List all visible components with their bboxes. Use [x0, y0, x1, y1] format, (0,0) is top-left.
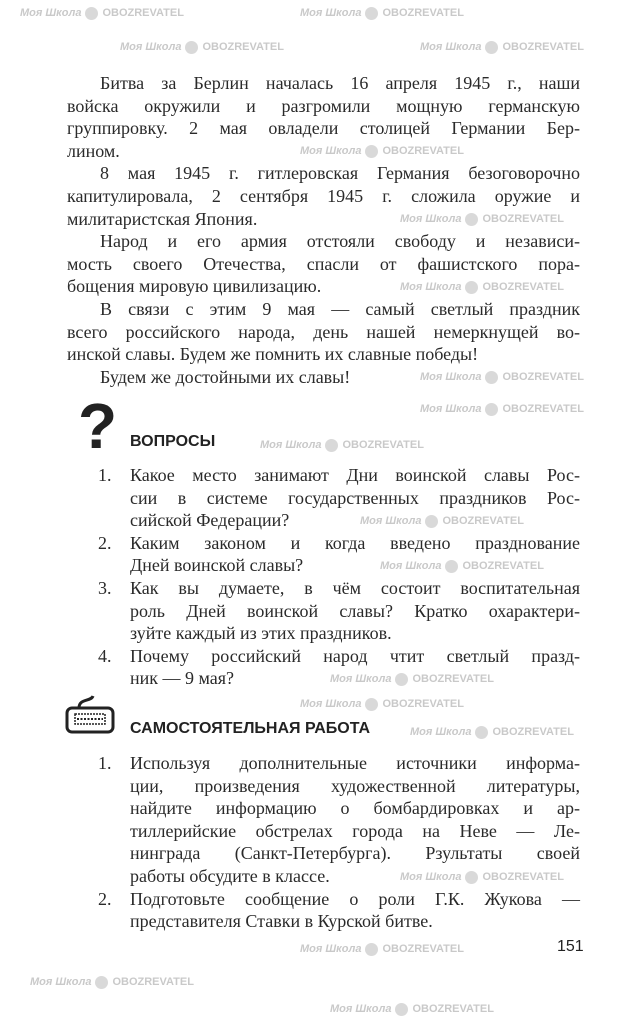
text-line: сии в системе государственных праздников Рос- [130, 487, 580, 508]
watermark [420, 40, 584, 54]
page-number: 151 [557, 938, 584, 955]
watermark [20, 6, 184, 20]
watermark-brand: OBOZREVATEL [102, 7, 184, 19]
watermark [330, 1002, 494, 1016]
text-line: Каким законом и когда введено празднование [130, 532, 580, 553]
watermark-brand: OBOZREVATEL [442, 515, 524, 527]
watermark-brand: Моя Школа [330, 673, 392, 685]
text-line: всего российского народа, день нашей немеркнущей во- [67, 321, 580, 342]
watermark-brand: Моя Школа [20, 7, 82, 19]
text-line: ник — 9 мая? [130, 668, 235, 689]
watermark-brand: Моя Школа [410, 726, 472, 738]
watermark-brand: OBOZREVATEL [502, 403, 584, 415]
item-number: 1. [98, 753, 112, 773]
text-line: представителя Ставки в Курской битве. [130, 911, 433, 932]
watermark-brand: Моя Школа [300, 698, 362, 710]
item-number: 1. [98, 465, 112, 485]
watermark-brand: Моя Школа [330, 1003, 392, 1015]
watermark-logo-icon [95, 976, 108, 989]
text-line: тиллерийские обстрелах города на Неве — Ле- [130, 820, 580, 841]
watermark-logo-icon [185, 41, 198, 54]
list-item [67, 532, 580, 577]
paragraph [67, 72, 580, 162]
text-line: Как вы думаете, в чём состоит воспитательная [130, 577, 580, 598]
keyboard-icon [65, 694, 115, 736]
list-item [67, 464, 580, 532]
watermark-brand: Моя Школа [400, 871, 462, 883]
list-item [67, 752, 580, 888]
watermark [300, 6, 464, 20]
watermark-brand: OBOZREVATEL [382, 7, 464, 19]
text-line: Дней воинской славы? [130, 555, 304, 576]
text-line: Подготовьте сообщение о роли Г.К. Жукова — [130, 888, 580, 909]
watermark-brand: Моя Школа [360, 515, 422, 527]
text-line: инской славы. Будем же помнить их славные победы! [67, 344, 479, 365]
watermark-brand: OBOZREVATEL [482, 281, 564, 293]
question-mark-icon: ? [78, 390, 118, 462]
watermark-brand: OBOZREVATEL [112, 976, 194, 988]
watermark-brand: OBOZREVATEL [382, 943, 464, 955]
watermark [260, 438, 424, 452]
watermark-brand: Моя Школа [300, 943, 362, 955]
paragraph [67, 162, 580, 230]
independent-work-list [67, 752, 580, 933]
text-line: нинграда (Санкт-Петербурга). Рзультаты своей [130, 843, 580, 864]
watermark-brand: Моя Школа [400, 213, 462, 225]
list-item [67, 577, 580, 645]
text-line: капитулировала, 2 сентября 1945 г. сложила оружие и [67, 185, 580, 206]
paragraph [67, 298, 580, 366]
watermark-brand: OBOZREVATEL [342, 439, 424, 451]
watermark-brand: Моя Школа [260, 439, 322, 451]
watermark-brand: Моя Школа [380, 560, 442, 572]
questions-heading: ВОПРОСЫ [130, 433, 216, 450]
list-item [67, 888, 580, 933]
text-line: мость своего Отечества, спасли от фашистского пора- [67, 253, 580, 274]
watermark-logo-icon [485, 403, 498, 416]
watermark-brand: OBOZREVATEL [502, 41, 584, 53]
watermark-logo-icon [365, 943, 378, 956]
item-number: 4. [98, 645, 112, 666]
text-line: работы обсудите в классе. [130, 865, 330, 886]
text-line: зуйте каждый из этих праздников. [130, 623, 392, 644]
text-line: найдите информацию о бомбардировках и ар- [130, 798, 580, 819]
watermark-brand: OBOZREVATEL [412, 673, 494, 685]
text-line: Народ и его армия отстояли свободу и независи- [100, 231, 580, 252]
item-number: 3. [98, 577, 112, 598]
watermark-logo-icon [475, 726, 488, 739]
questions-list [67, 464, 580, 690]
watermark-brand: Моя Школа [300, 145, 362, 157]
watermark [410, 725, 574, 739]
watermark [120, 40, 284, 54]
text-line: милитаристская Япония. [67, 208, 258, 229]
watermark-logo-icon [395, 1003, 408, 1016]
list-item [67, 645, 580, 690]
text-line: войска окружили и разгромили мощную германскую [67, 95, 580, 116]
watermark-logo-icon [485, 41, 498, 54]
text-line: В связи с этим 9 мая — самый светлый праздник [100, 298, 580, 319]
text-line: Используя дополнительные источники информа- [130, 753, 580, 773]
watermark [300, 697, 464, 711]
watermark-logo-icon [325, 439, 338, 452]
watermark-brand: OBOZREVATEL [492, 726, 574, 738]
watermark-logo-icon [365, 7, 378, 20]
body-text [67, 72, 580, 388]
watermark-logo-icon [365, 698, 378, 711]
paragraph [67, 366, 580, 389]
watermark-logo-icon [85, 7, 98, 20]
watermark [300, 942, 464, 956]
watermark [420, 402, 584, 416]
watermark-brand: OBOZREVATEL [382, 145, 464, 157]
text-line: ции, произведения художественной литературы, [130, 775, 580, 796]
watermark-brand: Моя Школа [420, 41, 482, 53]
text-line: Битва за Берлин началась 16 апреля 1945 г., наши [100, 73, 580, 93]
watermark-brand: Моя Школа [30, 976, 92, 988]
watermark-brand: OBOZREVATEL [412, 1003, 494, 1015]
paragraph [67, 230, 580, 298]
watermark-brand: Моя Школа [400, 281, 462, 293]
watermark [30, 975, 194, 989]
item-number: 2. [98, 888, 112, 909]
watermark-brand: Моя Школа [120, 41, 182, 53]
watermark-brand: OBOZREVATEL [462, 560, 544, 572]
watermark-brand: Моя Школа [300, 7, 362, 19]
text-line: группировку. 2 мая овладели столицей Германии Бер- [67, 118, 580, 139]
text-line: 8 мая 1945 г. гитлеровская Германия безоговорочно [100, 163, 580, 184]
independent-work-heading: САМОСТОЯТЕЛЬНАЯ РАБОТА [130, 720, 371, 737]
text-line: Будем же достойными их славы! [100, 366, 351, 387]
text-line: бощения мировую цивилизацию. [67, 276, 322, 297]
watermark-brand: OBOZREVATEL [502, 371, 584, 383]
text-line: Почему российский народ чтит светлый празд- [130, 645, 580, 666]
text-line: Какое место занимают Дни воинской славы Рос- [130, 465, 580, 485]
watermark-brand: OBOZREVATEL [382, 698, 464, 710]
watermark-brand: OBOZREVATEL [202, 41, 284, 53]
text-line: сийской Федерации? [130, 510, 290, 531]
watermark-brand: Моя Школа [420, 403, 482, 415]
watermark-brand: OBOZREVATEL [482, 871, 564, 883]
item-number: 2. [98, 532, 112, 553]
watermark-brand: Моя Школа [420, 371, 482, 383]
watermark-brand: OBOZREVATEL [482, 213, 564, 225]
text-line: роль Дней воинской славы? Кратко охарактери- [130, 600, 580, 621]
text-line: лином. [67, 140, 120, 161]
